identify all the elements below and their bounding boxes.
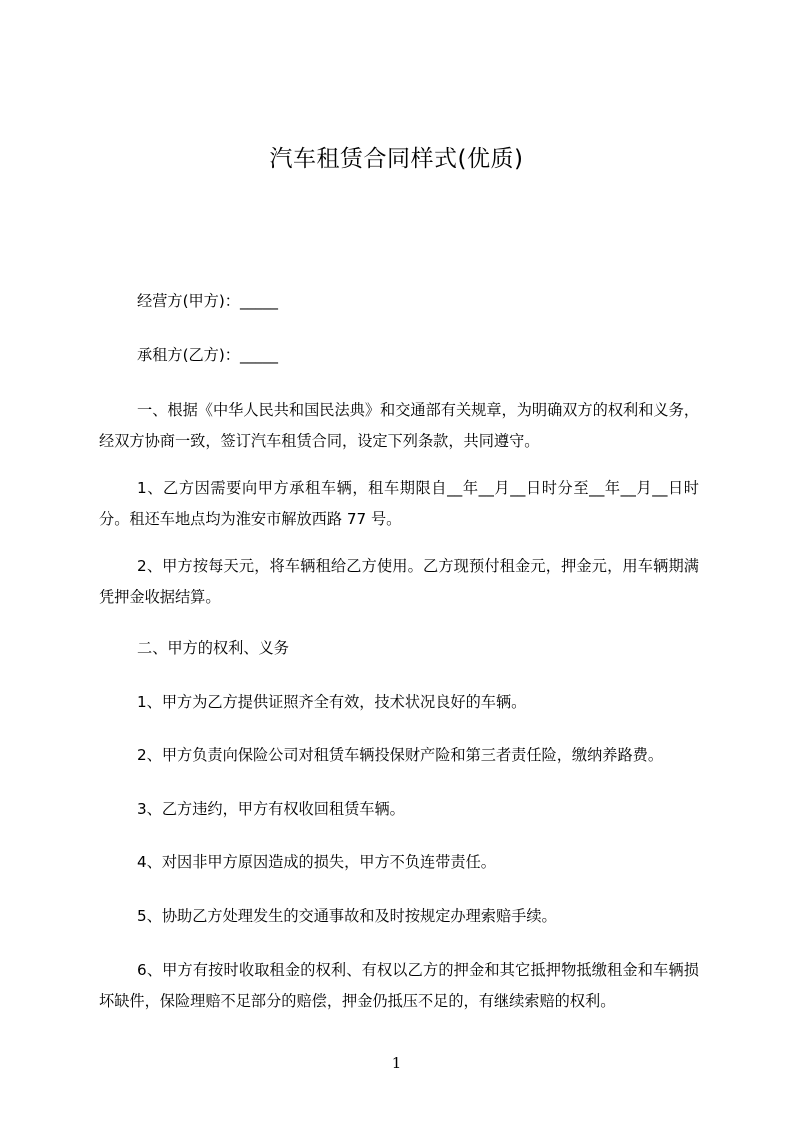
page-number: 1 bbox=[391, 1054, 402, 1072]
party-b-line: 承租方(乙方)：_____ bbox=[137, 346, 278, 364]
section-1-item-1: 1、乙方因需要向甲方承租车辆，租车期限自__年__月__日时分至__年__月__日时分。租还车地点均为淮安市解放西路 77 号。 bbox=[99, 479, 699, 528]
document-title: 汽车租赁合同样式(优质) bbox=[269, 146, 524, 172]
section-2-item-6: 6、甲方有按时收取租金的权利、有权以乙方的押金和其它抵押物抵缴租金和车辆损坏缺件，保险理赔不足部分的赔偿，押金仍抵压不足的，有继续索赔的权利。 bbox=[99, 961, 699, 1010]
section-2-item-2: 2、甲方负责向保险公司对租赁车辆投保财产险和第三者责任险，缴纳养路费。 bbox=[137, 746, 664, 764]
section-1-intro: 一、根据《中华人民共和国民法典》和交通部有关规章，为明确双方的权利和义务，经双方协商一致，签订汽车租赁合同，设定下列条款，共同遵守。 bbox=[99, 401, 699, 450]
section-2-heading: 二、甲方的权利、义务 bbox=[137, 639, 289, 657]
section-2-item-5: 5、协助乙方处理发生的交通事故和及时按规定办理索赔手续。 bbox=[137, 907, 557, 925]
party-a-line: 经营方(甲方)：_____ bbox=[137, 292, 278, 310]
section-2-item-4: 4、对因非甲方原因造成的损失，甲方不负连带责任。 bbox=[137, 853, 496, 871]
section-2-item-3: 3、乙方违约，甲方有权收回租赁车辆。 bbox=[137, 800, 405, 818]
section-2-item-1: 1、甲方为乙方提供证照齐全有效，技术状况良好的车辆。 bbox=[137, 693, 527, 711]
section-1-item-2: 2、甲方按每天元，将车辆租给乙方使用。乙方现预付租金元，押金元，用车辆期满凭押金收据结算。 bbox=[99, 557, 699, 606]
